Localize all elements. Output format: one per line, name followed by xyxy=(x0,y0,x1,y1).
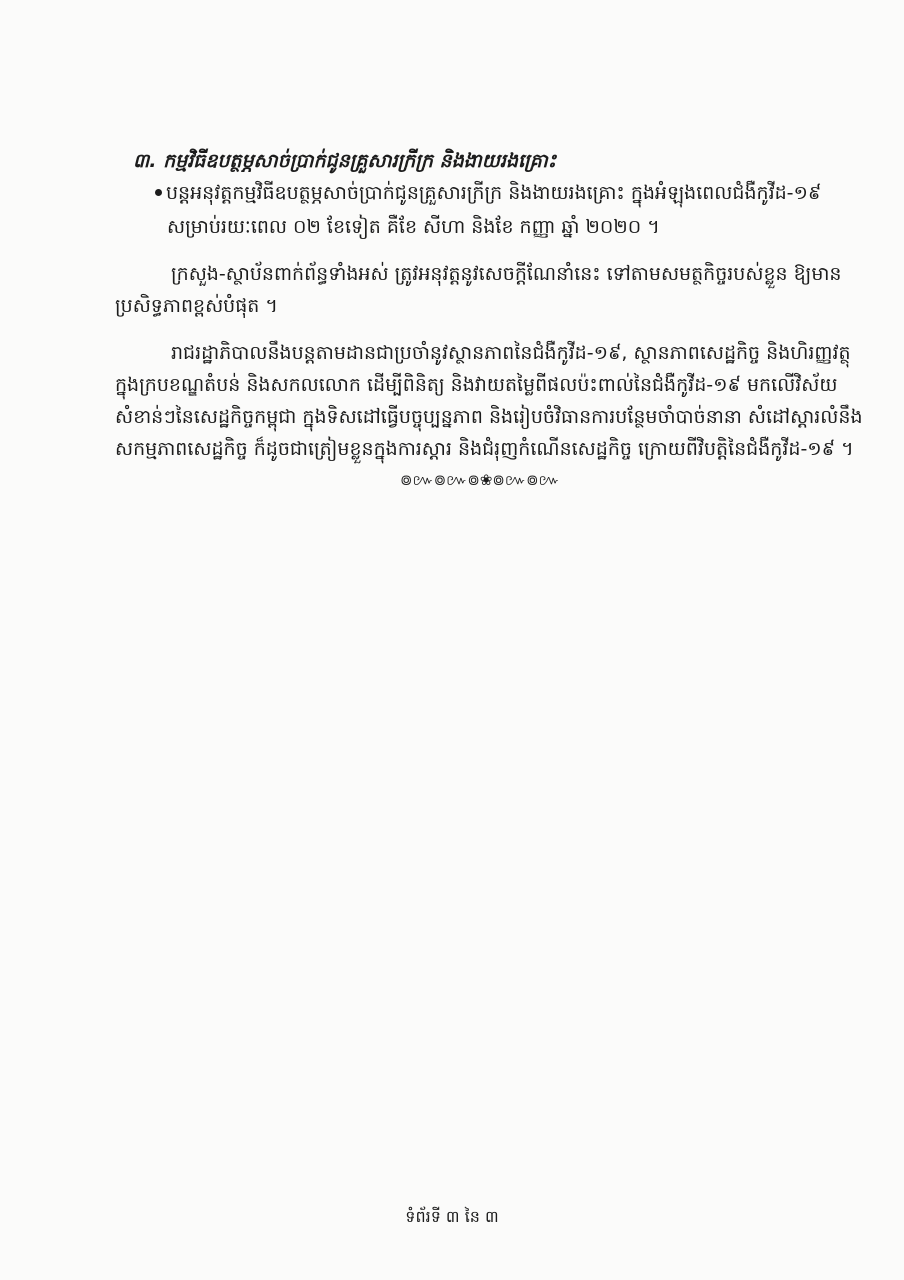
bullet-text-line2: សម្រាប់រយៈពេល ០២ ខែទៀត គឺខែ សីហា និងខែ កញ្ញា ឆ្នាំ ២០២០ ។ xyxy=(167,216,660,238)
paragraph2-line2: ក្នុងក្របខណ្ឌតំបន់ និងសកលលោក ដើម្បីពិនិត្យ និងវាយតម្លៃពីផលប៉ះពាល់នៃជំងឺកូវីដ-១៩ មកលើវិស័យ xyxy=(115,374,838,396)
paragraph1-line2: ប្រសិទ្ធភាពខ្ពស់បំផុត ។ xyxy=(115,295,278,317)
bullet-item xyxy=(155,180,821,206)
paragraph1-line1: ក្រសួង-ស្ថាប័នពាក់ព័ន្ធទាំងអស់ ត្រូវអនុវត្តនូវសេចក្ដីណែនាំនេះ ទៅតាមសមត្ថកិច្ចរបស់ខ្លួន ឱ្យមាន xyxy=(171,263,842,285)
paragraph2-line3: សំខាន់ៗនៃសេដ្ឋកិច្ចកម្ពុជា ក្នុងទិសដៅធ្វើបច្ចុប្បន្នភាព និងរៀបចំវិធានការបន្ថែមចាំបាច់នានា សំដៅស្ដារលំនឹង xyxy=(115,406,863,428)
page-number-footer: ទំព័រទី ៣ នៃ ៣ xyxy=(405,1207,499,1226)
section-heading: ៣. កម្មវិធីឧបត្ថម្ភសាច់ប្រាក់ជូនគ្រួសារក្រីក្រ និងងាយរងគ្រោះ xyxy=(133,150,557,172)
bullet-icon xyxy=(155,189,162,196)
paragraph2-line1: រាជរដ្ឋាភិបាលនឹងបន្តតាមដានជាប្រចាំនូវស្ថានភាពនៃជំងឺកូវីដ-១៩, ស្ថានភាពសេដ្ឋកិច្ច និងហិរញ្ញវត្ថុ xyxy=(171,342,851,364)
bullet-text-line1: បន្តអនុវត្តកម្មវិធីឧបត្ថម្ភសាច់ប្រាក់ជូនគ្រួសារក្រីក្រ និងងាយរងគ្រោះ ក្នុងអំឡុងពេលជំងឺកូវីដ-១៩ xyxy=(166,182,822,204)
paragraph2-line4: សកម្មភាពសេដ្ឋកិច្ច ក៏ដូចជាត្រៀមខ្លួនក្នុងការស្ដារ និងជំរុញកំណើនសេដ្ឋកិច្ច ក្រោយពីវិបត្តិនៃជំងឺកូវីដ-១៩ ។ xyxy=(115,438,854,460)
ornament-divider: ៙៚៙៚៙❀៙៚៙៚ xyxy=(400,471,560,489)
